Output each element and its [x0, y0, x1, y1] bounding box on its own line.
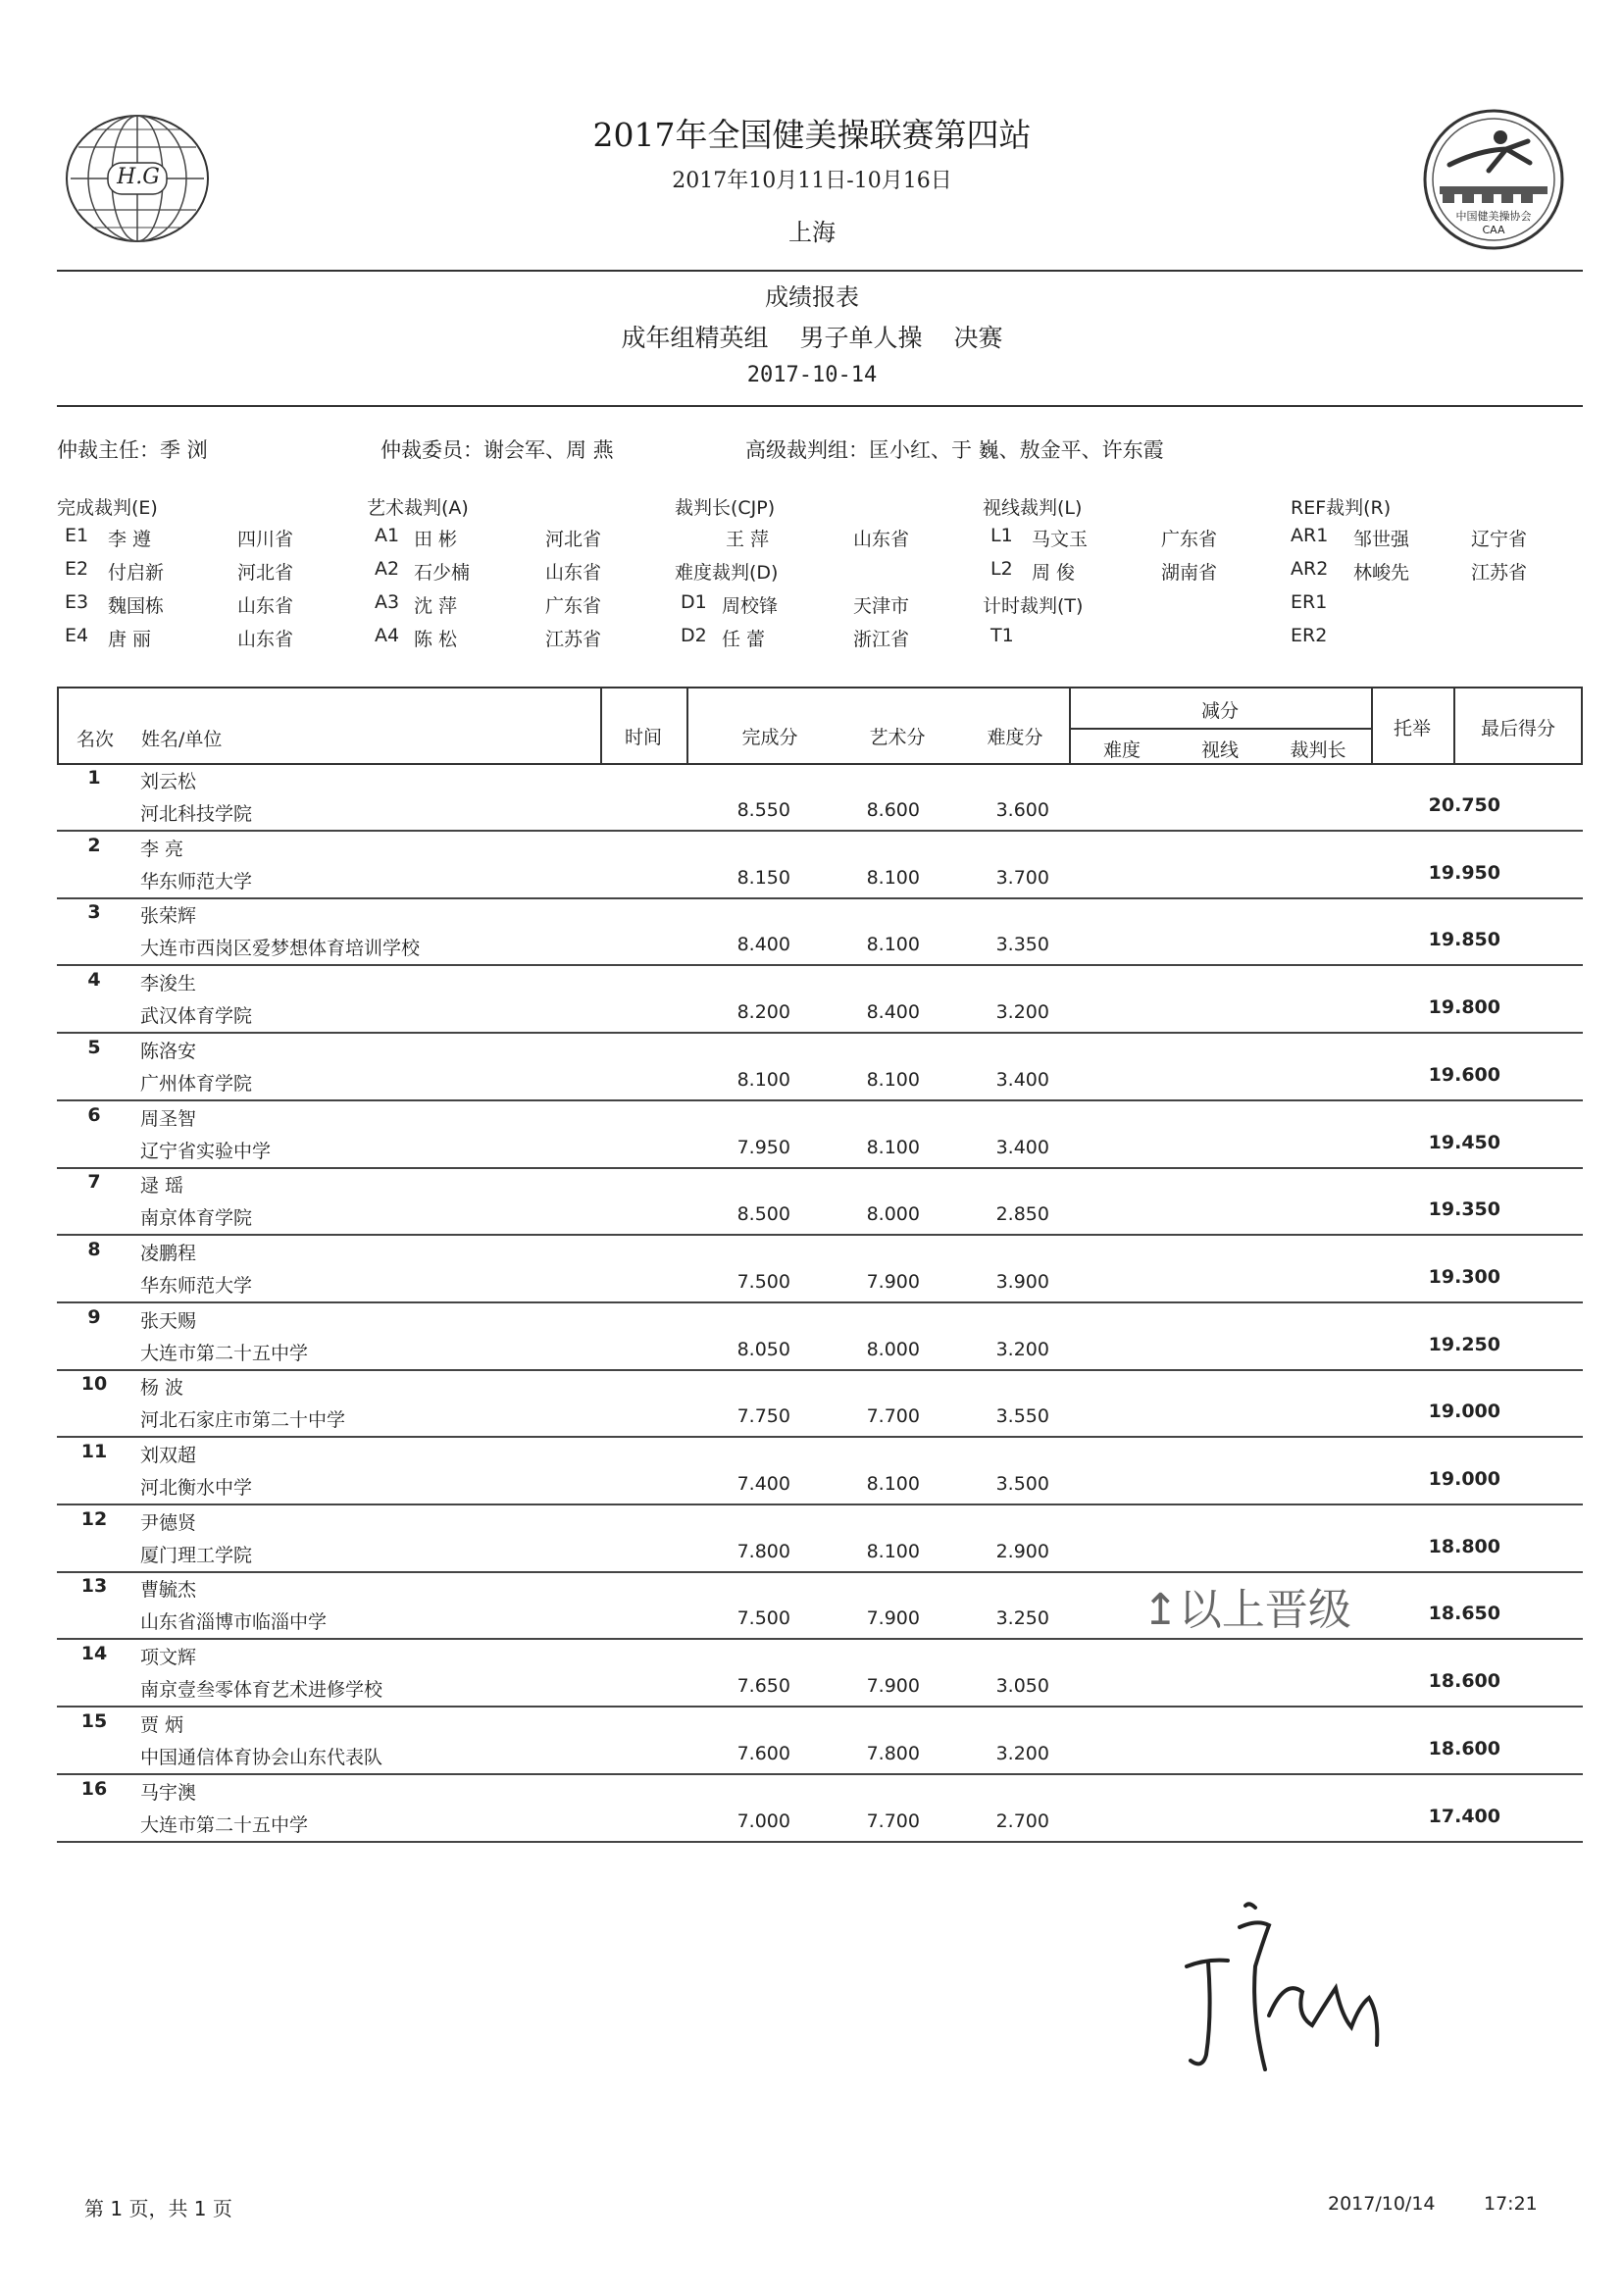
judge-province: 山东省	[237, 595, 294, 617]
athlete-unit: 广州体育学院	[140, 1072, 253, 1095]
row-divider	[57, 1301, 1583, 1303]
col-rank: 名次	[76, 729, 114, 750]
row-divider	[57, 897, 1583, 899]
final-score: 19.000	[1428, 1401, 1500, 1423]
athlete-name: 尹德贤	[140, 1511, 197, 1534]
execution-score: 8.100	[736, 1068, 790, 1091]
athlete-unit: 山东省淄博市临淄中学	[140, 1611, 328, 1634]
rank: 8	[87, 1238, 101, 1260]
judge-code: D2	[681, 625, 707, 646]
judge-province: 江苏省	[1471, 562, 1528, 584]
athlete-name: 李浚生	[140, 973, 197, 995]
col-ded-difficulty: 难度	[1102, 739, 1141, 761]
hg-logo-text: H.G	[117, 165, 160, 189]
judge-name: 周 俊	[1032, 562, 1076, 584]
artistic-judges-heading: 艺术裁判(A)	[367, 497, 469, 519]
final-score: 18.800	[1428, 1535, 1500, 1557]
judge-province: 广东省	[1161, 529, 1218, 550]
col-artistic: 艺术分	[869, 727, 926, 748]
judge-name: 邹世强	[1353, 529, 1410, 550]
senior-panel-names: 匡小红、于 巍、敖金平、许东霞	[869, 438, 1164, 462]
row-divider	[57, 1099, 1583, 1101]
difficulty-score: 3.400	[995, 1068, 1049, 1091]
difficulty-score: 3.550	[995, 1405, 1049, 1428]
final-score: 19.800	[1428, 996, 1500, 1019]
col-final: 最后得分	[1480, 718, 1555, 739]
judge-name: 林峻先	[1353, 562, 1410, 584]
artistic-score: 8.100	[866, 1068, 920, 1091]
athlete-unit: 大连市第二十五中学	[140, 1342, 309, 1364]
artistic-score: 8.100	[866, 1136, 920, 1158]
rank: 15	[80, 1709, 108, 1732]
ref-judges-heading: REF裁判(R)	[1291, 497, 1392, 519]
execution-score: 7.500	[736, 1607, 790, 1630]
artistic-score: 8.000	[866, 1203, 920, 1226]
report-group: 成年组精英组	[621, 324, 769, 352]
judge-code: E3	[65, 591, 89, 613]
col-ded-line: 视线	[1200, 739, 1239, 761]
judge-code: D1	[681, 591, 707, 613]
execution-score: 7.800	[736, 1540, 790, 1562]
athlete-unit: 武汉体育学院	[140, 1005, 253, 1028]
artistic-score: 7.900	[866, 1675, 920, 1698]
report-date: 2017-10-14	[746, 363, 878, 387]
athlete-name: 张荣辉	[140, 905, 197, 928]
rank: 2	[87, 834, 101, 856]
athlete-name: 刘双超	[140, 1445, 197, 1466]
artistic-score: 8.100	[866, 1473, 920, 1495]
caa-logo-name: 中国健美操协会	[1455, 210, 1532, 223]
artistic-score: 8.600	[866, 799, 920, 821]
col-execution: 完成分	[741, 727, 798, 748]
judge-province: 江苏省	[545, 629, 602, 650]
judge-province: 河北省	[545, 529, 602, 550]
athlete-name: 贾 炳	[140, 1713, 184, 1736]
report-event: 男子单人操	[799, 324, 923, 352]
row-divider	[57, 1167, 1583, 1169]
artistic-score: 8.100	[866, 1540, 920, 1562]
execution-score: 7.000	[736, 1810, 790, 1832]
row-divider	[57, 1706, 1583, 1708]
difficulty-score: 2.900	[995, 1540, 1049, 1562]
judge-code: ER2	[1291, 625, 1328, 646]
rank: 4	[87, 969, 101, 992]
row-divider	[57, 1032, 1583, 1034]
difficulty-score: 3.250	[995, 1607, 1049, 1630]
difficulty-score: 3.900	[995, 1270, 1049, 1293]
athlete-name: 马宇澳	[140, 1781, 197, 1804]
difficulty-score: 3.600	[995, 799, 1049, 821]
athlete-unit: 辽宁省实验中学	[140, 1140, 272, 1162]
athlete-unit: 大连市第二十五中学	[140, 1813, 309, 1836]
row-divider	[57, 1504, 1583, 1505]
execution-score: 7.400	[736, 1473, 790, 1495]
artistic-score: 7.800	[866, 1742, 920, 1764]
judge-code: T1	[990, 625, 1014, 646]
judge-name: 付启新	[108, 562, 165, 584]
rank: 13	[80, 1575, 108, 1598]
row-divider	[57, 1369, 1583, 1371]
report-title: 成绩报表	[765, 283, 859, 311]
report-subtitle	[0, 319, 1624, 354]
judge-signature	[1167, 1868, 1412, 2094]
judge-code: A3	[375, 591, 400, 613]
athlete-name: 周圣智	[140, 1107, 197, 1130]
col-ded-cjp: 裁判长	[1290, 739, 1346, 761]
rank: 6	[87, 1103, 101, 1126]
judge-province: 四川省	[237, 529, 294, 550]
judge-code: A4	[375, 625, 400, 646]
artistic-score: 8.100	[866, 866, 920, 889]
judge-province: 天津市	[853, 595, 910, 617]
judge-name: 任 蕾	[722, 629, 766, 650]
final-score: 18.600	[1428, 1737, 1500, 1759]
artistic-score: 8.000	[866, 1338, 920, 1360]
event-city: 上海	[788, 219, 836, 246]
row-divider	[57, 1638, 1583, 1640]
arbitration-chief	[57, 434, 208, 464]
judge-code: E1	[65, 525, 89, 546]
final-score: 17.400	[1428, 1805, 1500, 1827]
judge-province: 河北省	[237, 562, 294, 584]
arbitration-committee-label: 仲裁委员：	[381, 438, 483, 462]
report-phase: 决赛	[953, 324, 1003, 352]
line-judges-heading: 视线裁判(L)	[983, 497, 1083, 519]
artistic-score: 8.400	[866, 1001, 920, 1024]
athlete-unit: 华东师范大学	[140, 1274, 253, 1297]
athlete-name: 项文辉	[140, 1647, 197, 1669]
results-table-header	[57, 687, 1583, 765]
athlete-unit: 河北石家庄市第二十中学	[140, 1409, 346, 1432]
promotion-note	[1142, 1574, 1351, 1637]
judge-code: L2	[990, 558, 1013, 580]
final-score: 18.600	[1428, 1670, 1500, 1693]
athlete-unit: 河北科技学院	[140, 803, 253, 825]
judge-name: 周校锋	[722, 595, 779, 617]
rank: 14	[80, 1643, 108, 1665]
difficulty-judges-heading: 难度裁判(D)	[675, 562, 779, 584]
athlete-unit: 厦门理工学院	[140, 1544, 253, 1566]
rank: 10	[80, 1373, 108, 1396]
page-indicator: 第 1 页，共 1 页	[84, 2197, 232, 2220]
final-score: 19.600	[1428, 1063, 1500, 1086]
athlete-unit: 华东师范大学	[140, 870, 253, 892]
judge-code: L1	[990, 525, 1013, 546]
judge-province: 浙江省	[853, 629, 910, 650]
caa-logo-abbr: CAA	[1482, 224, 1505, 236]
athlete-name: 李 亮	[140, 838, 184, 860]
row-divider	[57, 1841, 1583, 1843]
final-score: 19.850	[1428, 929, 1500, 951]
header-divider	[57, 270, 1583, 272]
judge-province: 辽宁省	[1471, 529, 1528, 550]
difficulty-score: 3.500	[995, 1473, 1049, 1495]
difficulty-score: 3.200	[995, 1338, 1049, 1360]
cjp-heading: 裁判长(CJP)	[675, 497, 776, 519]
athlete-name: 张天赐	[140, 1309, 197, 1332]
difficulty-score: 2.700	[995, 1810, 1049, 1832]
arbitration-chief-label: 仲裁主任：	[57, 438, 160, 462]
final-score: 19.950	[1428, 861, 1500, 884]
final-score: 19.250	[1428, 1333, 1500, 1355]
judge-province: 广东省	[545, 595, 602, 617]
difficulty-score: 3.700	[995, 866, 1049, 889]
execution-score: 8.150	[736, 866, 790, 889]
athlete-unit: 大连市西岗区爱梦想体育培训学校	[140, 938, 421, 960]
difficulty-score: 3.050	[995, 1675, 1049, 1698]
judge-name: 魏国栋	[108, 595, 165, 617]
row-divider	[57, 1773, 1583, 1775]
judge-code: A1	[375, 525, 400, 546]
judge-code: AR1	[1291, 525, 1329, 546]
final-score: 19.000	[1428, 1468, 1500, 1490]
col-name: 姓名/单位	[141, 729, 223, 750]
judge-name: 田 彬	[414, 529, 458, 550]
event-title: 2017年全国健美操联赛第四站	[592, 116, 1032, 154]
judge-name: 石少楠	[414, 562, 471, 584]
print-date: 2017/10/14	[1328, 2193, 1436, 2215]
cjp-province: 山东省	[853, 529, 910, 550]
report-divider	[57, 405, 1583, 407]
rank: 16	[80, 1777, 108, 1800]
judge-province: 山东省	[545, 562, 602, 584]
print-time: 17:21	[1484, 2193, 1538, 2215]
athlete-unit: 河北衡水中学	[140, 1477, 253, 1499]
senior-panel-label: 高级裁判组：	[745, 438, 869, 462]
execution-score: 7.950	[736, 1136, 790, 1158]
difficulty-score: 2.850	[995, 1203, 1049, 1226]
judge-name: 马文玉	[1032, 529, 1089, 550]
judge-code: AR2	[1291, 558, 1329, 580]
athlete-name: 曹毓杰	[140, 1579, 197, 1602]
senior-panel	[745, 434, 1164, 464]
final-score: 19.300	[1428, 1265, 1500, 1288]
col-lift: 托举	[1393, 718, 1431, 739]
row-divider	[57, 830, 1583, 832]
execution-score: 7.750	[736, 1405, 790, 1428]
final-score: 18.650	[1428, 1603, 1500, 1625]
promotion-note-text: 以上晋级	[1178, 1585, 1351, 1635]
rank: 12	[80, 1507, 108, 1530]
rank: 11	[80, 1441, 108, 1462]
judge-name: 李 遵	[108, 529, 152, 550]
athlete-name: 陈洛安	[140, 1040, 197, 1062]
execution-score: 8.050	[736, 1338, 790, 1360]
artistic-score: 7.900	[866, 1270, 920, 1293]
judge-name: 唐 丽	[108, 629, 152, 650]
athlete-unit: 中国通信体育协会山东代表队	[140, 1746, 383, 1768]
final-score: 20.750	[1428, 794, 1500, 816]
athlete-name: 逯 瑶	[140, 1175, 184, 1198]
arbitration-committee	[381, 434, 614, 464]
execution-score: 8.500	[736, 1203, 790, 1226]
judge-code: A2	[375, 558, 400, 580]
judge-province: 湖南省	[1161, 562, 1218, 584]
artistic-score: 7.900	[866, 1607, 920, 1630]
final-score: 19.450	[1428, 1131, 1500, 1153]
athlete-unit: 南京壹叁零体育艺术进修学校	[140, 1679, 383, 1702]
athlete-name: 杨 波	[140, 1377, 184, 1400]
row-divider	[57, 1436, 1583, 1438]
athlete-name: 刘云松	[140, 771, 197, 792]
judge-code: E4	[65, 625, 89, 646]
difficulty-score: 3.400	[995, 1136, 1049, 1158]
rank: 1	[87, 767, 101, 789]
judge-code: E2	[65, 558, 89, 580]
execution-score: 7.650	[736, 1675, 790, 1698]
rank: 7	[87, 1171, 101, 1194]
event-dates: 2017年10月11日-10月16日	[672, 169, 952, 193]
cjp-name: 王 萍	[726, 529, 770, 550]
difficulty-score: 3.200	[995, 1742, 1049, 1764]
col-deduction: 减分	[1200, 700, 1239, 722]
judge-name: 沈 萍	[414, 595, 458, 617]
rank: 3	[87, 901, 101, 924]
rank: 9	[87, 1305, 101, 1328]
promotion-arrow-icon: ↥	[1142, 1585, 1179, 1635]
athlete-unit: 南京体育学院	[140, 1207, 253, 1230]
execution-score: 7.500	[736, 1270, 790, 1293]
judge-province: 山东省	[237, 629, 294, 650]
col-time: 时间	[624, 727, 662, 748]
execution-score: 8.200	[736, 1001, 790, 1024]
col-difficulty: 难度分	[987, 727, 1043, 748]
row-divider	[57, 1234, 1583, 1236]
judge-name: 陈 松	[414, 629, 458, 650]
athlete-name: 凌鹏程	[140, 1242, 197, 1264]
artistic-score: 8.100	[866, 934, 920, 956]
execution-judges-heading: 完成裁判(E)	[57, 497, 158, 519]
row-divider	[57, 964, 1583, 966]
artistic-score: 7.700	[866, 1405, 920, 1428]
rank: 5	[87, 1036, 101, 1058]
row-divider	[57, 1571, 1583, 1573]
difficulty-score: 3.350	[995, 934, 1049, 956]
execution-score: 7.600	[736, 1742, 790, 1764]
arbitration-committee-names: 谢会军、周 燕	[483, 438, 614, 462]
arbitration-chief-name: 季 浏	[160, 438, 208, 462]
execution-score: 8.400	[736, 934, 790, 956]
final-score: 19.350	[1428, 1198, 1500, 1221]
time-judge-heading: 计时裁判(T)	[983, 595, 1084, 617]
artistic-score: 7.700	[866, 1810, 920, 1832]
execution-score: 8.550	[736, 799, 790, 821]
difficulty-score: 3.200	[995, 1001, 1049, 1024]
judge-code: ER1	[1291, 591, 1328, 613]
